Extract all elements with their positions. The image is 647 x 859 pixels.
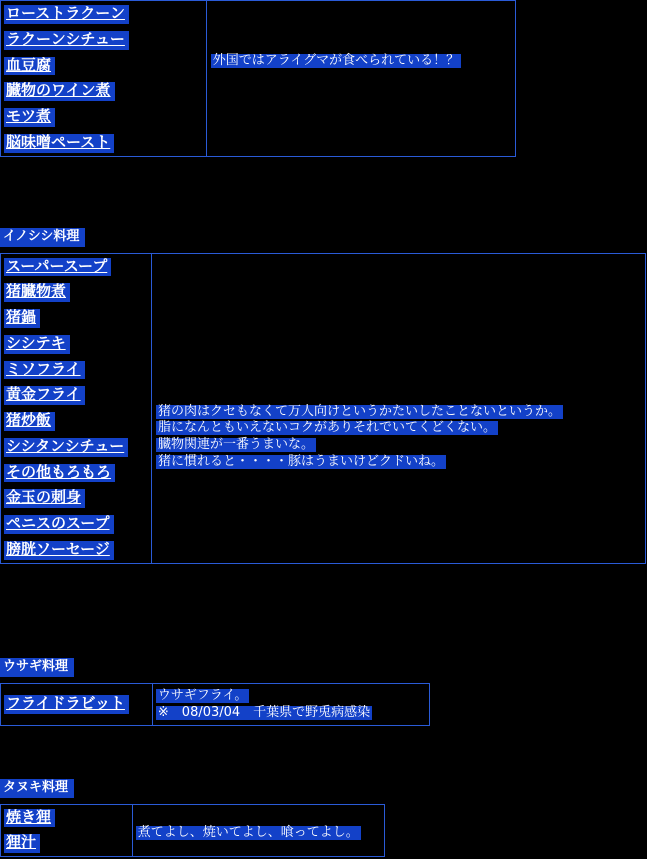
description-line: 外国ではアライグマが食べられている！？ [212, 53, 460, 68]
link-golden-fry[interactable]: 黄金フライ [4, 386, 85, 405]
link-others[interactable]: その他もろもろ [4, 464, 115, 483]
section-title-rabbit: ウサギ料理 [0, 658, 74, 677]
section-title-tanuki: タヌキ料理 [0, 779, 74, 798]
link-shishitan-stew[interactable]: シシタンシチュー [4, 438, 128, 457]
list-item[interactable] [1, 104, 206, 130]
description-line: 猪に慣れると・・・・豚はうまいけどクドいね。 [157, 453, 444, 469]
link-blood-tofu[interactable]: 血豆腐 [4, 57, 55, 76]
list-item[interactable] [1, 485, 151, 511]
list-item[interactable] [1, 537, 151, 563]
section-raccoon [0, 0, 516, 157]
link-tanuki-soup[interactable]: 狸汁 [4, 834, 40, 853]
section-tanuki [0, 776, 385, 857]
list-item[interactable] [1, 78, 206, 104]
list-item[interactable] [1, 331, 151, 357]
recipe-table-raccoon [0, 0, 516, 157]
description-line: 臓物関連が一番うまいな。 [157, 436, 314, 452]
link-miso-fry[interactable]: ミソフライ [4, 361, 85, 380]
description-cell [132, 804, 384, 857]
list-item[interactable] [1, 511, 151, 537]
link-list-cell [1, 683, 153, 725]
link-testicle-sashimi[interactable]: 金玉の刺身 [4, 489, 85, 508]
description-line: 煮てよし、焼いてよし、喰ってよし。 [137, 824, 359, 840]
description-text [133, 805, 384, 845]
description-line: 脂になんともいえないコクがありそれでいてくどくない。 [157, 420, 496, 436]
list-item[interactable] [1, 305, 151, 331]
list-item[interactable] [1, 130, 206, 156]
list-item[interactable] [1, 254, 151, 280]
link-list-cell [1, 804, 133, 857]
link-boar-offal[interactable]: 猪臓物煮 [4, 283, 70, 302]
description-text [153, 684, 429, 725]
link-boar-nabe[interactable]: 猪鍋 [4, 309, 40, 328]
recipe-table-rabbit [0, 683, 430, 726]
section-boar [0, 225, 646, 564]
description-line: ウサギフライ。 [157, 687, 248, 703]
list-item[interactable] [1, 408, 151, 434]
list-item[interactable] [1, 691, 152, 717]
link-super-soup[interactable]: スーパースープ [4, 258, 111, 277]
description-cell [206, 1, 515, 157]
description-text [207, 1, 515, 74]
link-fried-rabbit[interactable]: フライドラビット [4, 695, 129, 714]
description-cell [152, 683, 429, 725]
recipe-table-tanuki [0, 804, 385, 858]
list-item[interactable] [1, 53, 206, 79]
link-roast-raccoon[interactable]: ローストラクーン [4, 5, 129, 24]
link-boar-fried-rice[interactable]: 猪炒飯 [4, 412, 55, 431]
link-motsu-ni[interactable]: モツ煮 [4, 108, 55, 127]
link-list-cell [1, 253, 152, 563]
list-item[interactable] [1, 434, 151, 460]
section-title-wrap [0, 776, 385, 804]
link-raccoon-stew[interactable]: ラクーンシチュー [4, 31, 129, 50]
link-list-cell [1, 1, 207, 157]
description-line: ※ 08/03/04 千葉県で野兎病感染 [157, 705, 371, 721]
description-line: 猪の肉はクセもなくて万人向けというかたいしたことないというか。 [157, 403, 561, 419]
link-offal-wine[interactable]: 臓物のワイン煮 [4, 82, 115, 101]
link-brain-paste[interactable]: 脳味噌ペースト [4, 134, 114, 153]
description-cell [151, 253, 645, 563]
section-title-wrap [0, 655, 430, 683]
list-item[interactable] [1, 27, 206, 53]
list-item[interactable] [1, 1, 206, 27]
link-bladder-sausage[interactable]: 膀胱ソーセージ [4, 541, 114, 560]
list-item[interactable] [1, 830, 132, 856]
section-title-boar: イノシシ料理 [0, 228, 85, 247]
link-grilled-tanuki[interactable]: 焼き狸 [4, 809, 55, 828]
list-item[interactable] [1, 460, 151, 486]
list-item[interactable] [1, 382, 151, 408]
list-item[interactable] [1, 279, 151, 305]
section-rabbit [0, 655, 430, 726]
description-text [152, 254, 645, 475]
list-item[interactable] [1, 357, 151, 383]
link-penis-soup[interactable]: ペニスのスープ [4, 515, 114, 534]
recipe-table-boar [0, 253, 646, 564]
link-shishiteki[interactable]: シシテキ [4, 335, 70, 354]
list-item[interactable] [1, 805, 132, 831]
section-title-wrap [0, 225, 646, 253]
